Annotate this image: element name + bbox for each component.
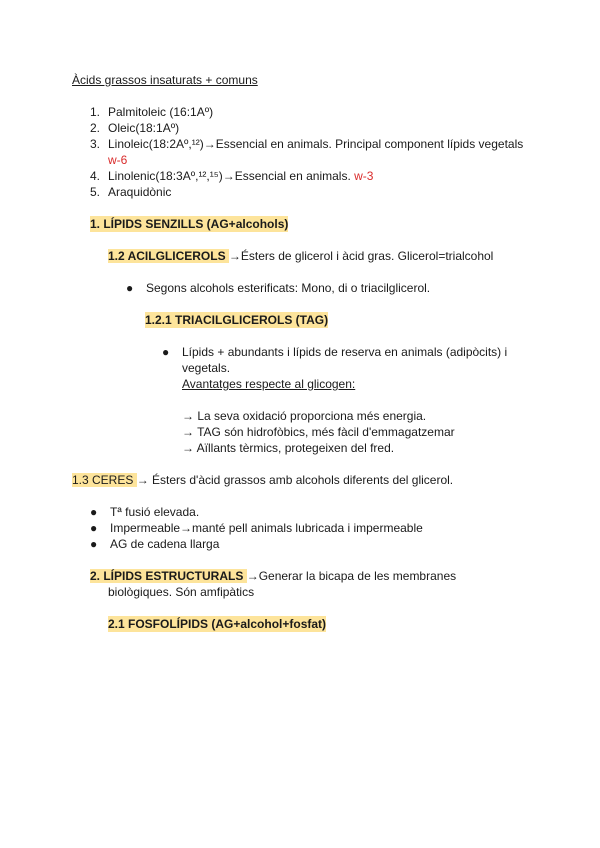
list-item-text: Tª fusió elevada. [110,505,200,519]
bullet-icon: ● [90,521,98,535]
list-item-text: Palmitoleic (16:1Aº) [108,105,214,119]
list-item [126,280,430,296]
subsection-ceres [72,472,453,488]
list-number: 2. [90,121,101,135]
subsection-heading-triacilglicerols: 1.2.1 TRIACILGLICEROLS (TAG) [145,313,329,327]
list-item-text: Segons alcohols esterificats: Mono, di o triacilglicerol. [146,281,431,295]
list-item-text: Oleic(18:1Aº) [108,121,180,135]
subsection-title: 1.3 CERES [72,473,137,487]
list-item-text: AG de cadena llarga [110,537,220,551]
subsection-desc: →Ésters de glicerol i àcid gras. Glicerol=trialcohol [228,249,494,263]
list-item-text: Linoleic(18:2Aº,¹²)→Essencial en animals. Principal component lípids vegetals [108,137,524,151]
list-item-continuation: w-6 [108,153,128,167]
subsection-heading-fosfolipids: 2.1 FOSFOLÍPIDS (AG+alcohol+fosfat) [108,617,327,631]
page-heading: Àcids grassos insaturats + comuns [72,73,258,87]
subsection-title: 1.2 ACILGLICEROLS [108,249,229,263]
advantage-item: → TAG són hidrofòbics, més fàcil d'emmagatzemar [182,425,455,439]
list-number: 1. [90,105,101,119]
list-item [162,344,507,360]
section-heading-lipids-senzills: 1. LÍPIDS SENZILLS (AG+alcohols) [90,217,289,231]
list-item-text: Linolenic(18:3Aº,¹²,¹⁵)→Essencial en animals. [108,169,355,183]
bullet-icon: ● [162,345,170,359]
bullet-icon: ● [90,505,98,519]
advantage-item: → Aïllants tèrmics, protegeixen del fred. [182,441,395,455]
subsection-desc: → Ésters d'àcid grassos amb alcohols diferents del glicerol. [136,473,454,487]
list-number: 3. [90,137,101,151]
bullet-icon: ● [90,537,98,551]
list-item-text: Araquidònic [108,185,172,199]
bullet-icon: ● [126,281,134,295]
subsection-acilglicerols [108,248,493,264]
list-item [90,136,523,152]
advantages-heading: Avantatges respecte al glicogen: [182,377,356,391]
section-desc: →Generar la bicapa de les membranes [246,569,457,583]
list-item-continuation: vegetals. [182,361,231,375]
list-item-text: Lípids + abundants i lípids de reserva en animals (adipòcits) i [182,345,508,359]
list-item [90,520,423,536]
list-item [90,120,179,136]
section-desc-continuation: biològiques. Són amfipàtics [108,585,255,599]
list-number: 4. [90,169,101,183]
list-item-text: Impermeable→manté pell animals lubricada i impermeable [110,521,423,535]
advantage-item: → La seva oxidació proporciona més energia. [182,409,427,423]
list-item [90,504,199,520]
list-item [90,184,171,200]
section-title: 2. LÍPIDS ESTRUCTURALS [90,569,247,583]
list-item [90,104,213,120]
list-item [90,536,219,552]
list-item [90,168,373,184]
list-number: 5. [90,185,101,199]
section-heading-lipids-estructurals [90,568,456,584]
omega-label: w-3 [354,169,374,183]
